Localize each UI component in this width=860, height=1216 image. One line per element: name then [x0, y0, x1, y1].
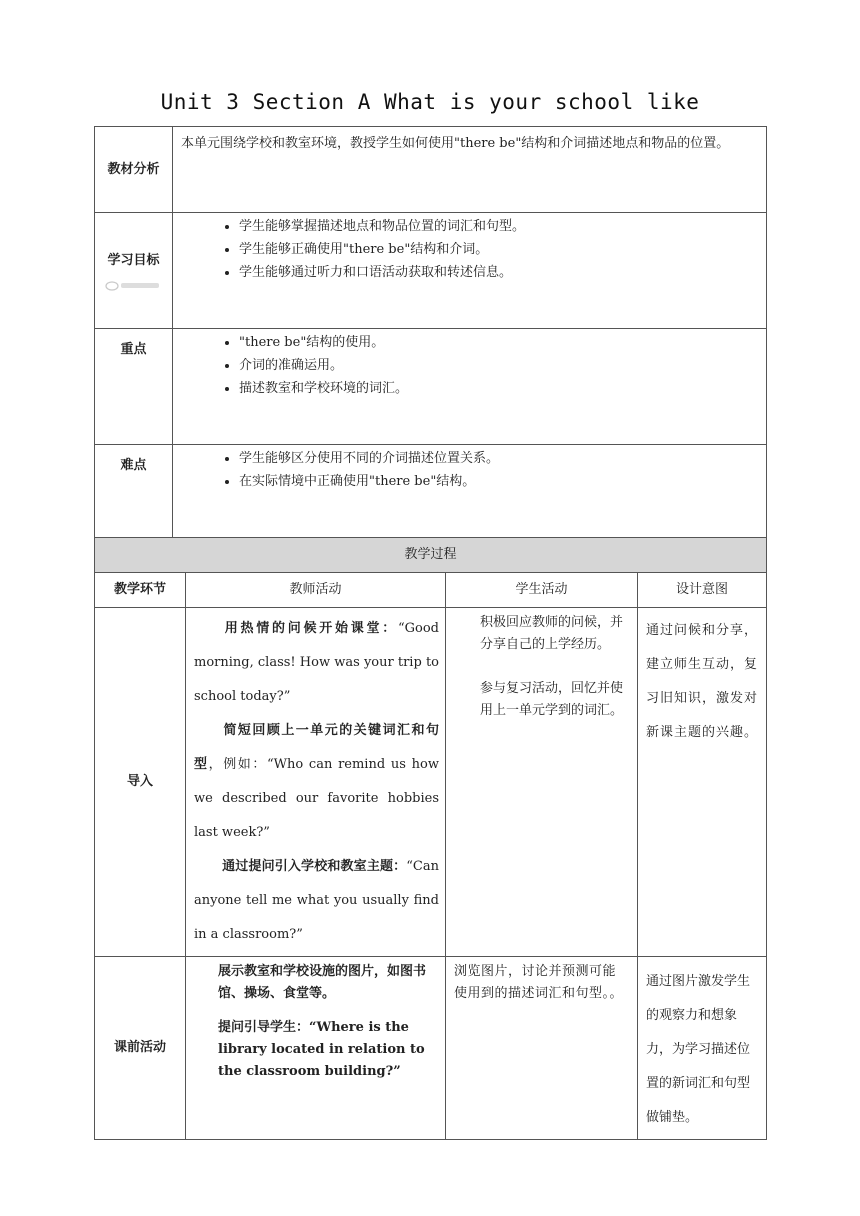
- analysis-row: [95, 127, 767, 213]
- key-points-row: [95, 329, 767, 445]
- analysis-label: 教材分析: [95, 127, 173, 213]
- watermark-logo-icon: [105, 278, 163, 292]
- key-label: 重点: [95, 329, 173, 445]
- teacher-step-highlight: 简短回顾上一单元的关键词汇和句型: [194, 723, 439, 772]
- goal-item: • 学生能够正确使用"there be"结构和介词。: [239, 238, 758, 261]
- goals-list: [181, 215, 758, 284]
- student-step: 参与复习活动，回忆并使用上一单元学到的词汇。: [480, 681, 624, 718]
- column-header-student: 学生活动: [446, 573, 638, 608]
- teacher-step-highlight: 通过提问引入学校和教室主题：: [222, 859, 407, 874]
- goals-row: [95, 213, 767, 329]
- process-row-intro: [95, 608, 767, 957]
- teacher-step-text: “Can anyone tell me what you usually find in a classroom?”: [194, 859, 439, 942]
- teacher-step: [194, 714, 439, 850]
- column-header-row: [95, 573, 767, 608]
- difficult-point-item: • 在实际情境中正确使用"there be"结构。: [239, 470, 758, 493]
- teacher-step: 展示教室和学校设施的图片，如图书馆、操场、食堂等。: [218, 964, 427, 1001]
- analysis-text: 本单元围绕学校和教室环境，教授学生如何使用"there be"结构和介词描述地点和物品的位置。: [181, 136, 730, 151]
- difficult-content: [173, 445, 767, 538]
- process-header-row: [95, 538, 767, 573]
- design-intent: 通过图片激发学生的观察力和想象力，为学习描述位置的新词汇和句型做铺垫。: [638, 957, 767, 1140]
- goals-label: 学习目标: [107, 252, 160, 268]
- student-activity: 浏览图片，讨论并预测可能使用到的描述词汇和句型。。: [446, 957, 638, 1140]
- goals-label-cell: [95, 213, 173, 329]
- teacher-step-text: ，例如：“Who can remind us how we described our favorite hobbies last week?”: [194, 757, 439, 840]
- key-point-item: • "there be"结构的使用。: [239, 331, 758, 354]
- teacher-step-highlight: 用热情的问候开始课堂：: [222, 621, 398, 636]
- goal-item: • 学生能够掌握描述地点和物品位置的词汇和句型。: [239, 215, 758, 238]
- process-row-preclass: [95, 957, 767, 1140]
- teaching-process-table: [94, 537, 767, 1140]
- difficult-label: 难点: [95, 445, 173, 538]
- student-step: 积极回应教师的问候，并分享自己的上学经历。: [480, 615, 624, 652]
- teacher-activity: [186, 957, 446, 1140]
- key-point-item: • 介词的准确运用。: [239, 354, 758, 377]
- key-content: [173, 329, 767, 445]
- difficult-points-list: [181, 447, 758, 493]
- goal-item: • 学生能够通过听力和口语活动获取和转述信息。: [239, 261, 758, 284]
- student-activity: [446, 608, 638, 957]
- stage-label: 导入: [95, 608, 186, 957]
- lesson-overview-table: [94, 126, 767, 538]
- difficult-point-item: • 学生能够区分使用不同的介词描述位置关系。: [239, 447, 758, 470]
- difficult-points-row: [95, 445, 767, 538]
- teacher-step-text: “Good morning, class! How was your trip to school today?”: [194, 621, 439, 704]
- teacher-step: [194, 850, 439, 952]
- column-header-stage: 教学环节: [95, 573, 186, 608]
- teacher-step: 提问引导学生：“Where is the library located in relation to the classroom building?”: [218, 1020, 425, 1079]
- teacher-step: [194, 612, 439, 714]
- teacher-activity: [186, 608, 446, 957]
- goals-content: [173, 213, 767, 329]
- key-point-item: • 描述教室和学校环境的词汇。: [239, 377, 758, 400]
- page-title: Unit 3 Section A What is your school like: [160, 90, 700, 114]
- column-header-teacher: 教师活动: [186, 573, 446, 608]
- process-header: 教学过程: [95, 538, 767, 573]
- key-points-list: [181, 331, 758, 400]
- column-header-design: 设计意图: [638, 573, 767, 608]
- stage-label: 课前活动: [95, 957, 186, 1140]
- design-intent: 通过问候和分享，建立师生互动，复习旧知识，激发对新课主题的兴趣。: [638, 608, 767, 957]
- analysis-content: [173, 127, 767, 213]
